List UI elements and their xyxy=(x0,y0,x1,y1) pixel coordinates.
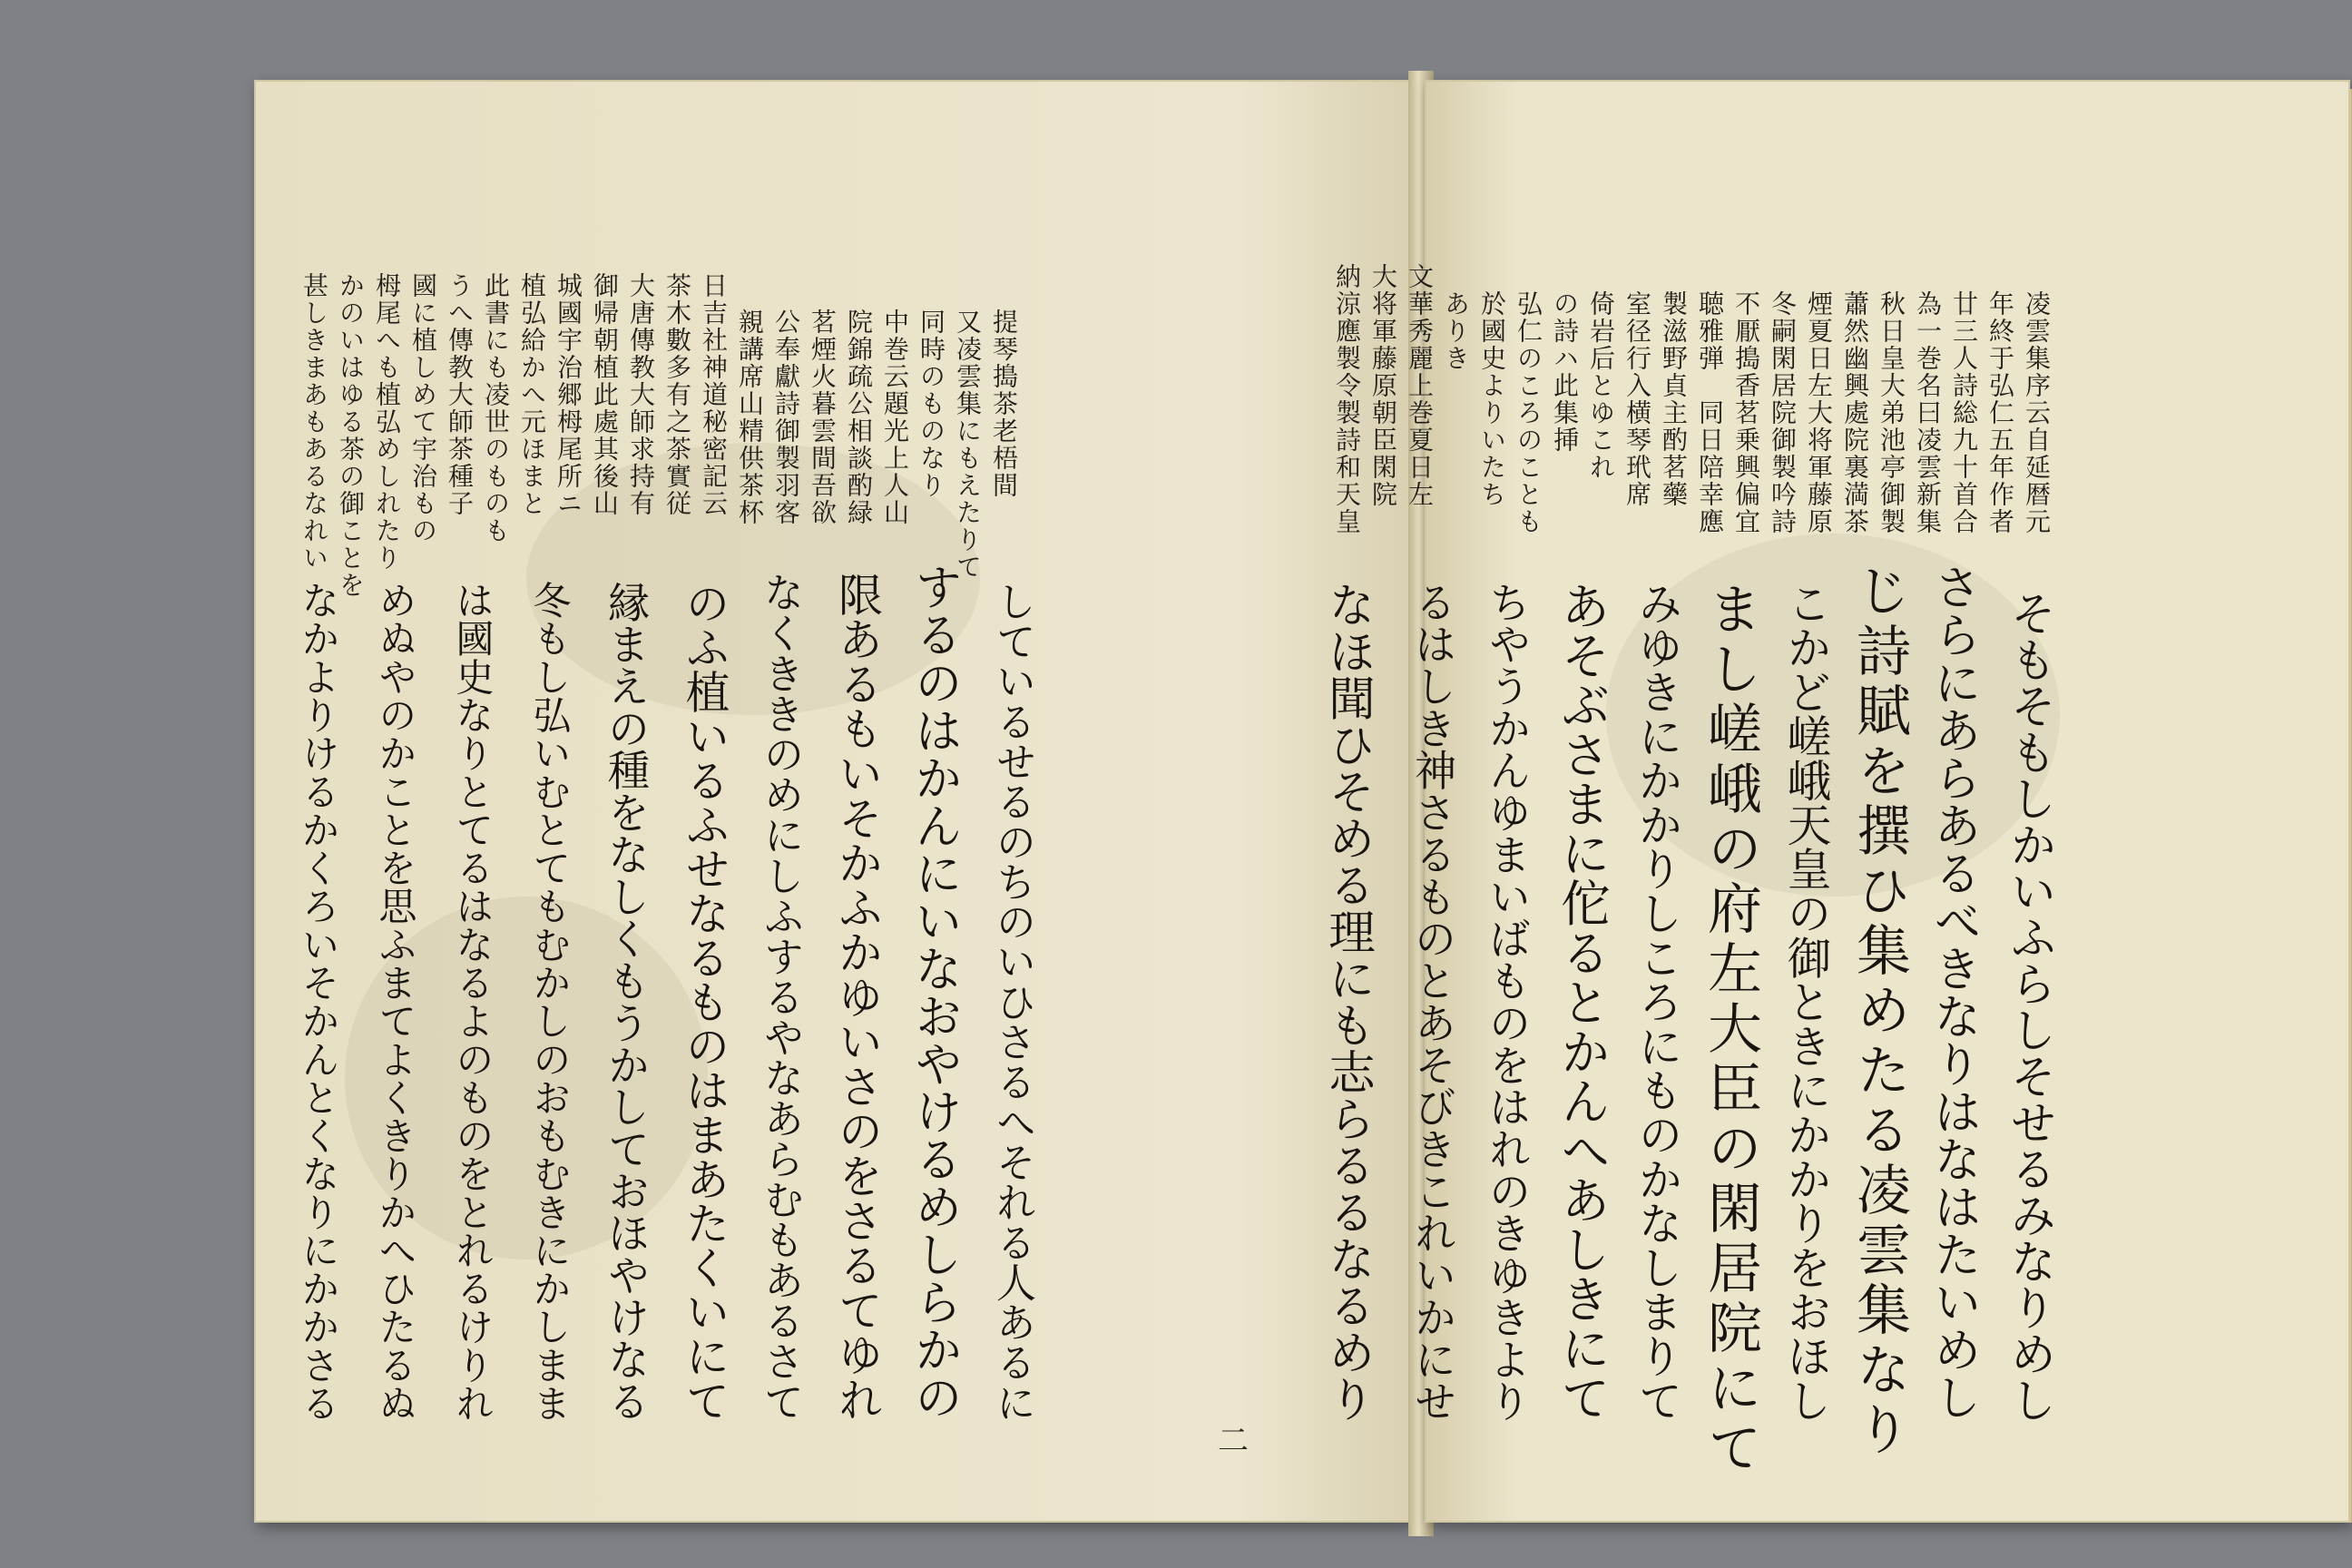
note-column: 不厭搗香茗乗興偏宜 xyxy=(1731,290,1761,535)
note-column: 茶木數多有之茶實従 xyxy=(662,272,692,517)
note-column: 國に植しめて宇治もの xyxy=(408,272,438,544)
note-column: 御帰朝植此處其後山 xyxy=(590,272,620,517)
note-column: 甚しきまあもあるなれい xyxy=(299,272,329,572)
note-column: 秋日皇大弟池亭御製 xyxy=(1877,290,1906,535)
note-column: 院錦疏公相談酌緑 xyxy=(844,309,874,526)
main-column: 縁まえの種をなしくもうかしておほやけなる xyxy=(602,581,651,1423)
note-column: かのいはゆる茶の御ことを xyxy=(336,272,366,599)
note-column: 同時のものなり xyxy=(916,309,946,499)
note-column: 親講席山精供茶杯 xyxy=(735,309,765,526)
main-column: そもそもしかいふらしそせるみなりめし xyxy=(2002,590,2055,1424)
note-column: 聴雅弾 同日陪幸應 xyxy=(1695,290,1725,535)
main-column: 限あるもいそかふかゆいさのをさるてゆれ xyxy=(831,572,884,1422)
note-column: 納涼應製令製詩和天皇 xyxy=(1332,263,1362,535)
main-column: あそぶさまに佗るとかんへあしきにて xyxy=(1553,581,1611,1423)
note-column: 廿三人詩総九十首合 xyxy=(1949,290,1979,535)
note-column: 於國史よりいたち xyxy=(1477,290,1507,508)
main-column: まし嵯峨の府左大臣の閑居院にて xyxy=(1699,581,1762,1479)
main-column: するのはかんにいなおやけるめしらかの xyxy=(907,563,963,1421)
note-column: うへ傳教大師茶種子 xyxy=(445,272,475,517)
note-column: 製滋野貞主酌茗藥 xyxy=(1659,290,1689,508)
note-column: 煙夏日左大将軍藤原 xyxy=(1804,290,1834,535)
main-column: るはしき神さるものとあそびきこれいかにせ xyxy=(1408,581,1457,1423)
main-column: ちやうかんゆまいばものをはれのきゆきより xyxy=(1483,581,1532,1423)
note-column: 此書にも凌世のものも xyxy=(481,272,511,544)
note-column: 冬嗣閑居院御製吟詩 xyxy=(1768,290,1798,535)
main-column: なくききのめにしふするやなあらむもあるさて xyxy=(757,572,804,1422)
main-column: 冬もし弘いむとてもむかしのおもむきにかしまま xyxy=(527,581,572,1423)
note-column: 大将軍藤原朝臣閑院 xyxy=(1368,263,1398,508)
note-column: 日吉社神道秘密記云 xyxy=(699,272,729,517)
note-column: 大唐傳教大師求持有 xyxy=(626,272,656,517)
main-column: じ詩賦を撰ひ集めたる凌雲集なり xyxy=(1847,563,1911,1461)
note-column: 城國宇治郷栂尾所ニ xyxy=(554,272,583,517)
note-column: 提琴搗茶老梧間 xyxy=(989,309,1019,499)
note-column: 中巻云題光上人山 xyxy=(880,309,910,526)
main-column: なほ聞ひそめる理にも志らるるなるめり xyxy=(1320,581,1375,1423)
main-column: しているせるのちのいひさるへそれる人あるに xyxy=(989,581,1035,1423)
note-column: 年終于弘仁五年作者 xyxy=(1985,290,2015,535)
note-column: 又凌雲集にもえたりて xyxy=(953,309,983,581)
page-number: 二 xyxy=(1218,1423,1249,1459)
main-column: めぬやのかことを思ふまてよくきりかへひたるぬ xyxy=(373,581,417,1423)
note-column: 文華秀麗上巻夏日左 xyxy=(1405,263,1435,508)
note-column: 凌雲集序云自延暦元 xyxy=(2022,290,2052,535)
note-column: ありき xyxy=(1441,290,1471,372)
note-column: 栂尾へも植弘めしれたり xyxy=(372,272,402,572)
main-column: こかど嵯峨天皇の御ときにかかりをおほし xyxy=(1779,581,1831,1423)
main-column: なかよりけるかくろいそかんとくなりにかかさる xyxy=(296,581,340,1423)
note-column: 室径行入横琴玳席 xyxy=(1622,290,1652,508)
page-edges xyxy=(2348,89,2352,1523)
main-column: のふ植いるふせなるものはまあたくいにて xyxy=(678,581,730,1423)
note-column: 為一巻名曰凌雲新集 xyxy=(1913,290,1943,535)
note-column: の詩ハ此集挿 xyxy=(1550,290,1580,454)
note-column: 倚岩后とゆこれ xyxy=(1586,290,1616,481)
note-column: 茗煙火暮雲間吾欲 xyxy=(808,309,838,526)
note-column: 蕭然幽興處院裏満茶 xyxy=(1840,290,1870,535)
main-column: は國史なりとてるはなるよのものをとれるけりれ xyxy=(450,581,495,1423)
note-column: 植弘給かへ元ほまと xyxy=(517,272,547,517)
main-column: さらにあらあるべきなりはなはたいめし xyxy=(1926,563,1982,1421)
main-column: みゆきにかかりしころにものかなしまりて xyxy=(1631,581,1682,1423)
note-column: 公奉獻詩御製羽客 xyxy=(771,309,801,526)
note-column: 弘仁のころのことも xyxy=(1514,290,1544,535)
